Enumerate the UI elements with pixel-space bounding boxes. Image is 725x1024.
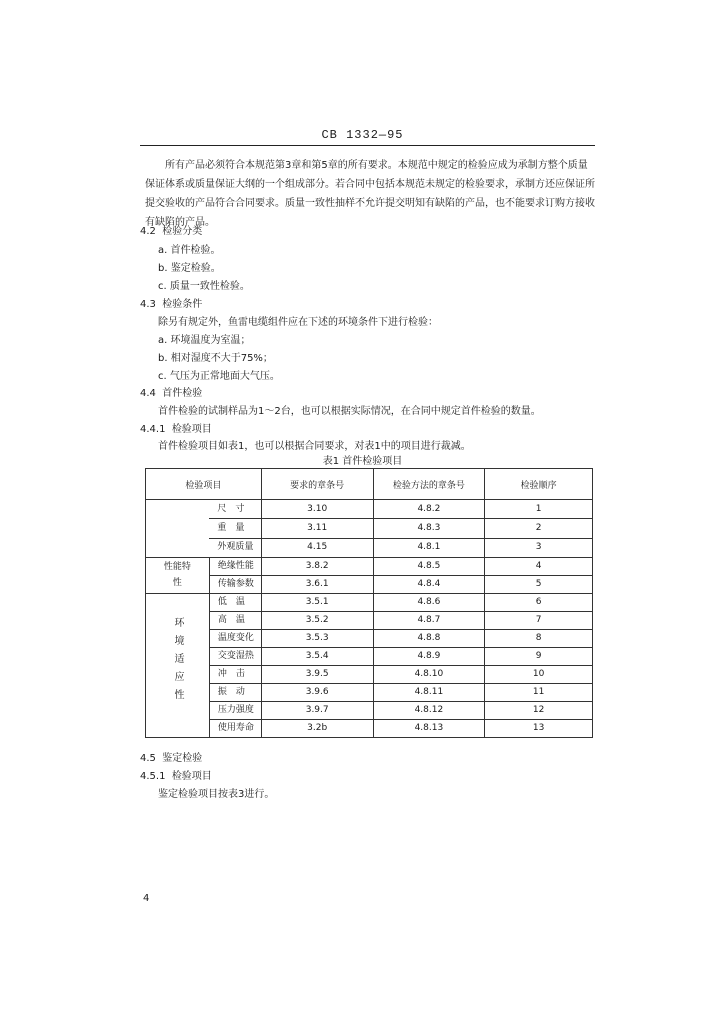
- section-title: 检验分类: [162, 226, 203, 237]
- item-name-cell: 冲 击: [209, 666, 261, 684]
- section-body: 鉴定检验项目按表3进行。: [158, 789, 275, 800]
- table-row: [146, 558, 593, 576]
- list-item: a. 环境温度为室温；: [158, 335, 251, 346]
- section-number: 4.4.1: [140, 424, 166, 435]
- list-item: c. 质量一致性检验。: [158, 281, 250, 292]
- section-title: 鉴定检验: [162, 753, 203, 764]
- item-name-cell: 使用寿命: [209, 720, 261, 738]
- table-row: [146, 519, 593, 538]
- section-number: 4.3: [140, 299, 156, 310]
- item-name-cell: 高 温: [209, 612, 261, 630]
- req-cell: 3.9.5: [261, 666, 373, 684]
- group-label-cell: [146, 558, 210, 594]
- intro-paragraph: 所有产品必须符合本规范第3章和第5章的所有要求。本规范中规定的检验应成为承制方整个质量保证体系或质量保证大纲的一个组成部分。若合同中包括本规范未规定的检验要求，承制方还应保证所提交验收的产品符合合同要求。质量一致性抽样不允许提交明知有缺陷的产品，也不能要求订购方接收有缺陷的产品。: [145, 160, 595, 228]
- order-cell: 1: [485, 500, 593, 519]
- method-cell: 4.8.13: [373, 720, 485, 738]
- req-cell: 4.15: [261, 538, 373, 557]
- list-item: a. 首件检验。: [158, 245, 221, 256]
- method-cell: 4.8.8: [373, 630, 485, 648]
- order-cell: 5: [485, 576, 593, 594]
- item-name-cell: 外观质量: [209, 538, 261, 557]
- list-item: b. 相对湿度不大于75%；: [158, 353, 273, 364]
- item-name-cell: 交变湿热: [209, 648, 261, 666]
- table-row: [146, 594, 593, 612]
- req-cell: 3.9.7: [261, 702, 373, 720]
- method-cell: 4.8.10: [373, 666, 485, 684]
- order-cell: 13: [485, 720, 593, 738]
- method-cell: 4.8.2: [373, 500, 485, 519]
- method-cell: 4.8.11: [373, 684, 485, 702]
- section-4-5-1-heading: [140, 770, 212, 784]
- method-cell: 4.8.7: [373, 612, 485, 630]
- table-row: [146, 612, 593, 630]
- table-caption: 表1 首件检验项目: [322, 456, 403, 467]
- item-name-cell: 重 量: [209, 519, 261, 538]
- table-row: [146, 702, 593, 720]
- header-cell: 检验方法的章条号: [373, 469, 485, 500]
- req-cell: 3.5.3: [261, 630, 373, 648]
- method-cell: 4.8.4: [373, 576, 485, 594]
- section-body: 首件检验的试制样品为1～2台，也可以根据实际情况，在合同中规定首件检验的数量。: [158, 406, 541, 417]
- page-header: CB 1332—95: [321, 128, 404, 142]
- method-cell: 4.8.5: [373, 558, 485, 576]
- section-4-3-heading: [140, 298, 202, 312]
- req-cell: 3.5.4: [261, 648, 373, 666]
- table-row: [146, 666, 593, 684]
- table-row: [146, 576, 593, 594]
- order-cell: 8: [485, 630, 593, 648]
- table-row: [146, 538, 593, 557]
- req-cell: 3.6.1: [261, 576, 373, 594]
- order-cell: 11: [485, 684, 593, 702]
- order-cell: 10: [485, 666, 593, 684]
- table-header-row: [146, 469, 593, 500]
- item-name-cell: 传输参数: [209, 576, 261, 594]
- list-item: b. 鉴定检验。: [158, 263, 221, 274]
- order-cell: 2: [485, 519, 593, 538]
- section-4-5-heading: [140, 752, 202, 766]
- header-cell: 检验顺序: [485, 469, 593, 500]
- table-row: [146, 500, 593, 519]
- order-cell: 9: [485, 648, 593, 666]
- method-cell: 4.8.6: [373, 594, 485, 612]
- page-number: 4: [143, 893, 150, 904]
- req-cell: 3.5.1: [261, 594, 373, 612]
- section-title: 检验项目: [171, 424, 212, 435]
- item-name-cell: 低 温: [209, 594, 261, 612]
- list-item: c. 气压为正常地面大气压。: [158, 371, 280, 382]
- order-cell: 7: [485, 612, 593, 630]
- section-title: 首件检验: [162, 388, 203, 399]
- section-4-4-heading: [140, 387, 202, 401]
- req-cell: 3.8.2: [261, 558, 373, 576]
- group-label: 性能特性: [163, 562, 191, 588]
- header-rule: [140, 145, 595, 146]
- section-number: 4.5: [140, 753, 156, 764]
- order-cell: 4: [485, 558, 593, 576]
- section-body: 除另有规定外，鱼雷电缆组件应在下述的环境条件下进行检验：: [158, 317, 438, 328]
- req-cell: 3.5.2: [261, 612, 373, 630]
- blank-group-cell: [146, 500, 210, 558]
- header-cell: 检验项目: [146, 469, 262, 500]
- table-row: [146, 684, 593, 702]
- item-name-cell: 振 动: [209, 684, 261, 702]
- method-cell: 4.8.1: [373, 538, 485, 557]
- order-cell: 3: [485, 538, 593, 557]
- group-label-cell: [146, 594, 210, 738]
- section-title: 检验条件: [162, 299, 203, 310]
- table-row: [146, 648, 593, 666]
- section-number: 4.4: [140, 388, 156, 399]
- table-row: [146, 630, 593, 648]
- req-cell: 3.10: [261, 500, 373, 519]
- req-cell: 3.11: [261, 519, 373, 538]
- item-name-cell: 绝缘性能: [209, 558, 261, 576]
- section-4-2-heading: [140, 225, 202, 239]
- section-body: 首件检验项目如表1，也可以根据合同要求，对表1中的项目进行裁减。: [158, 441, 471, 452]
- section-4-4-1-heading: [140, 423, 212, 437]
- section-number: 4.5.1: [140, 771, 166, 782]
- req-cell: 3.2b: [261, 720, 373, 738]
- method-cell: 4.8.12: [373, 702, 485, 720]
- table-row: [146, 720, 593, 738]
- method-cell: 4.8.3: [373, 519, 485, 538]
- item-name-cell: 尺 寸: [209, 500, 261, 519]
- inspection-items-table: [145, 468, 593, 738]
- group-label: 环境适应性: [171, 617, 183, 707]
- section-title: 检验项目: [171, 771, 212, 782]
- order-cell: 12: [485, 702, 593, 720]
- item-name-cell: 压力强度: [209, 702, 261, 720]
- section-number: 4.2: [140, 226, 156, 237]
- req-cell: 3.9.6: [261, 684, 373, 702]
- header-cell: 要求的章条号: [261, 469, 373, 500]
- method-cell: 4.8.9: [373, 648, 485, 666]
- order-cell: 6: [485, 594, 593, 612]
- item-name-cell: 温度变化: [209, 630, 261, 648]
